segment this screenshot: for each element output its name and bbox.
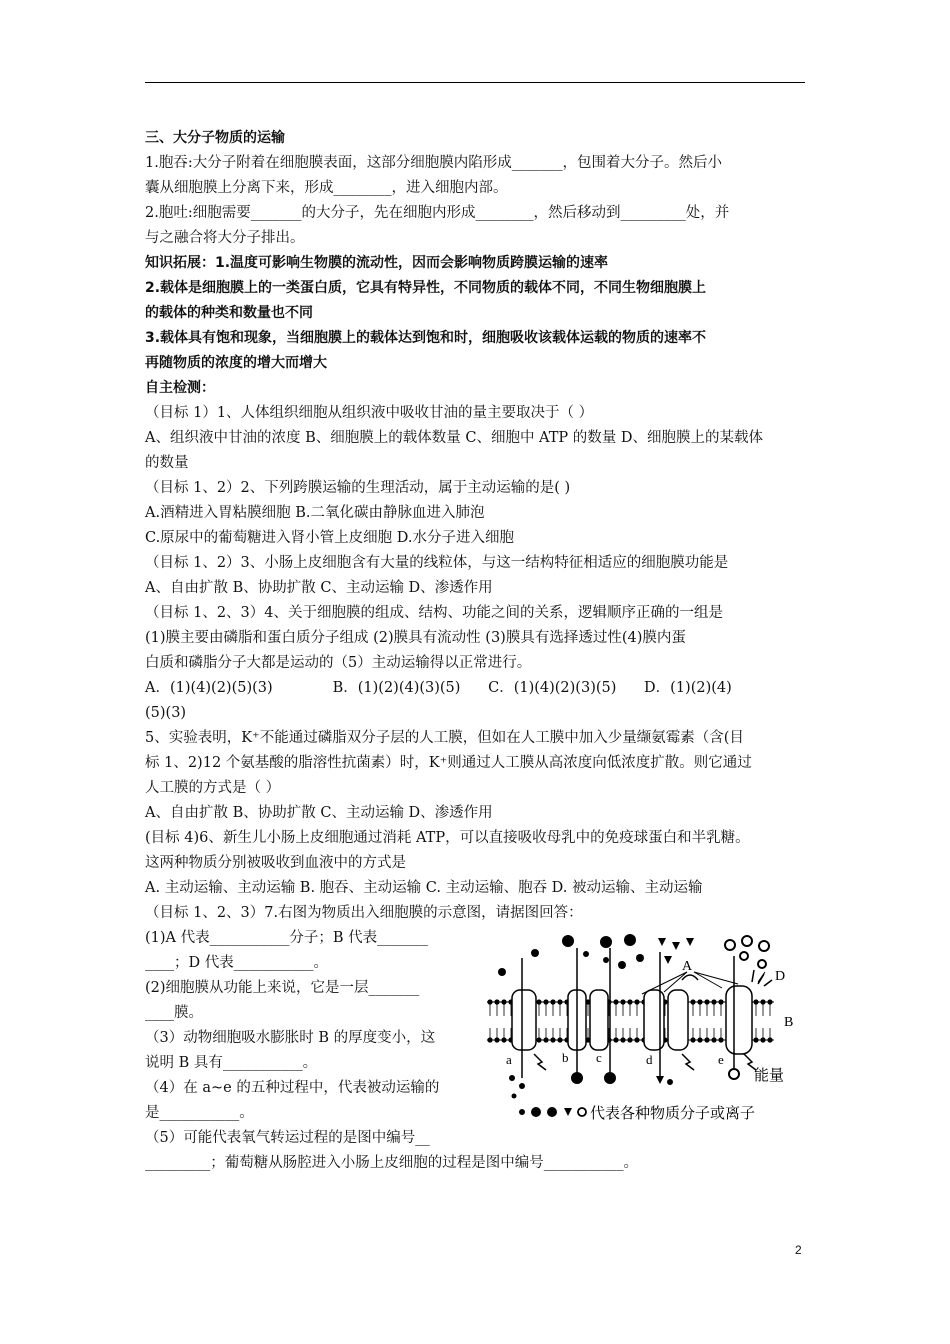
phospholipid-head	[557, 999, 562, 1004]
q7-line: 说明 B 具有___________。	[145, 1055, 318, 1071]
phospholipid-head	[704, 999, 709, 1004]
question-line: A、自由扩散 B、协助扩散 C、主动运输 D、渗透作用	[145, 805, 493, 821]
text-line: 1.胞吞:大分子附着在细胞膜表面，这部分细胞膜内陷形成_______，包围着大分子。然后小	[145, 155, 722, 171]
membrane-transport-figure	[482, 928, 812, 1128]
process-e-label: e	[718, 1052, 724, 1067]
phospholipid-head	[760, 1037, 765, 1042]
phospholipid-head	[718, 999, 723, 1004]
phospholipid-head	[753, 1037, 758, 1042]
q7-final-line: _________；葡萄糖从肠腔进入小肠上皮细胞的过程是图中编号___________。	[145, 1155, 638, 1171]
phospholipid-head	[557, 1037, 562, 1042]
question-line: A、自由扩散 B、协助扩散 C、主动运输 D、渗透作用	[145, 580, 493, 596]
q7-line: ____膜。	[145, 1005, 203, 1021]
phospholipid-head	[550, 1037, 555, 1042]
question-line: C.原尿中的葡萄糖进入肾小管上皮细胞 D.水分子进入细胞	[145, 530, 515, 546]
question-line: (5)(3)	[145, 705, 187, 721]
question-line: A.酒精进入胃粘膜细胞 B.二氧化碳由静脉血进入肺泡	[145, 505, 485, 521]
phospholipid-head	[753, 999, 758, 1004]
phospholipid-head	[536, 1037, 541, 1042]
text-line: 囊从细胞膜上分离下来，形成________，进入细胞内部。	[145, 180, 508, 196]
open-circle-molecule-bottom	[729, 1069, 739, 1079]
text-line: 与之融合将大分子排出。	[145, 230, 305, 246]
q7-line: （5）可能代表氧气转运过程的是图中编号__	[145, 1130, 430, 1146]
question-line: （目标 1、2）2、下列跨膜运输的生理活动，属于主动运输的是( )	[145, 480, 571, 496]
phospholipid-head	[536, 999, 541, 1004]
phospholipid-head	[494, 1037, 499, 1042]
phospholipid-head	[690, 999, 695, 1004]
legend-symbols	[519, 1107, 586, 1117]
phospholipid-head	[767, 1037, 772, 1042]
phospholipid-head	[697, 1037, 702, 1042]
question-line: A、组织液中甘油的浓度 B、细胞膜上的载体数量 C、细胞中 ATP 的数量 D、细胞膜上的某载体	[145, 430, 763, 446]
knowledge-point: 再随物质的浓度的增大而增大	[145, 355, 327, 371]
phospholipid-head	[697, 999, 702, 1004]
phospholipid-head	[767, 999, 772, 1004]
question-line: （目标 1、2）3、小肠上皮细胞含有大量的线粒体，与这一结构特征相适应的细胞膜功能是	[145, 555, 729, 571]
phospholipid-head	[627, 999, 632, 1004]
self-check-heading: 自主检测：	[145, 380, 215, 396]
q7-line: (1)A 代表___________分子；B 代表_______	[145, 930, 428, 946]
label-D: D	[775, 969, 786, 984]
phospholipid-head	[487, 1037, 492, 1042]
label-A: A	[682, 959, 693, 974]
phospholipid-head	[550, 999, 555, 1004]
phospholipid-head	[620, 1037, 625, 1042]
phospholipid-head	[634, 999, 639, 1004]
phospholipid-head	[718, 1037, 723, 1042]
question-line: （目标 1、2、3）7.右图为物质出入细胞膜的示意图，请据图回答：	[145, 905, 583, 921]
q7-line: （4）在 a~e 的五种过程中，代表被动运输的	[145, 1080, 440, 1096]
q7-line: 是___________。	[145, 1105, 254, 1121]
q7-line: （3）动物细胞吸水膨胀时 B 的厚度变小，这	[145, 1030, 436, 1046]
phospholipid-head	[487, 999, 492, 1004]
question-line: (目标 4)6、新生儿小肠上皮细胞通过消耗 ATP，可以直接吸收母乳中的免疫球蛋白和半乳糖。	[145, 830, 750, 846]
question-line: 白质和磷脂分子大都是运动的（5）主动运输得以正常进行。	[145, 655, 532, 671]
question-line: (1)膜主要由磷脂和蛋白质分子组成 (2)膜具有流动性 (3)膜具有选择透过性(4)膜内蛋	[145, 630, 686, 646]
label-B: B	[784, 1015, 794, 1030]
phospholipid-head	[620, 999, 625, 1004]
process-a-label: a	[506, 1052, 512, 1067]
phospholipid-head	[543, 1037, 548, 1042]
question-line: （目标 1、2、3）4、关于细胞膜的组成、结构、功能之间的关系，逻辑顺序正确的一组是	[145, 605, 724, 621]
question-line: （目标 1）1、人体组织细胞从组织液中吸收甘油的量主要取决于（ ）	[145, 405, 594, 421]
phospholipid-head	[634, 1037, 639, 1042]
q7-answer-block	[145, 926, 470, 1151]
phospholipid-head	[613, 1037, 618, 1042]
process-c-label: c	[596, 1050, 602, 1065]
figure-caption: 代表各种物质分子或离子	[590, 1104, 756, 1122]
knowledge-point: 3.载体具有饱和现象，当细胞膜上的载体达到饱和时，细胞吸收该载体运载的物质的速率不	[145, 330, 707, 346]
question-line: 标 1、2)12 个氨基酸的脂溶性抗菌素）时，K⁺则通过人工膜从高浓度向低浓度扩散。则它通过	[145, 755, 752, 771]
phospholipid-head	[501, 1037, 506, 1042]
process-b-label: b	[562, 1050, 569, 1065]
knowledge-point: 2.载体是细胞膜上的一类蛋白质，它具有特异性，不同物质的载体不同，不同生物细胞膜上	[145, 280, 707, 296]
energy-label: 能量	[754, 1066, 785, 1084]
header-rule	[145, 82, 805, 83]
phospholipid-head	[711, 1037, 716, 1042]
phospholipid-head	[760, 999, 765, 1004]
section-heading: 三、大分子物质的运输	[145, 130, 285, 146]
phospholipid-head	[690, 1037, 695, 1042]
phospholipid-head	[704, 1037, 709, 1042]
phospholipid-head	[543, 999, 548, 1004]
question-line: A．(1)(4)(2)(5)(3) B．(1)(2)(4)(3)(5) C．(1)(4)(2)(3)(5) D．(1)(2)(4)	[145, 680, 732, 696]
phospholipid-head	[613, 999, 618, 1004]
question-line: A. 主动运输、主动运输 B. 胞吞、主动运输 C. 主动运输、胞吞 D. 被动运输、主动运输	[145, 880, 703, 896]
process-d-label: d	[646, 1052, 653, 1067]
phospholipid-head	[501, 999, 506, 1004]
text-line: 2.胞吐:细胞需要_______的大分子，先在细胞内形成________，然后移动到_________处，并	[145, 205, 730, 221]
question-line: 的数量	[145, 455, 189, 471]
phospholipid-head	[627, 1037, 632, 1042]
phospholipid-head	[711, 999, 716, 1004]
q7-line: (2)细胞膜从功能上来说，它是一层_______	[145, 980, 420, 996]
intracellular-molecules	[509, 1072, 673, 1099]
phospholipid-head	[494, 999, 499, 1004]
q7-line: ____；D 代表___________。	[145, 955, 328, 971]
knowledge-point: 的载体的种类和数量也不同	[145, 305, 313, 321]
question-line: 这两种物质分别被吸收到血液中的方式是	[145, 855, 406, 871]
extracellular-molecules	[498, 934, 694, 976]
question-line: 5、实验表明，K⁺不能通过磷脂双分子层的人工膜，但如在人工膜中加入少量缬氨霉素（含(目	[145, 730, 744, 746]
question-line: 人工膜的方式是（ ）	[145, 780, 281, 796]
knowledge-extension: 知识拓展：1.温度可影响生物膜的流动性，因而会影响物质跨膜运输的速率	[145, 255, 609, 271]
page-number: 2	[795, 1243, 802, 1257]
open-circle-molecules	[725, 936, 769, 968]
